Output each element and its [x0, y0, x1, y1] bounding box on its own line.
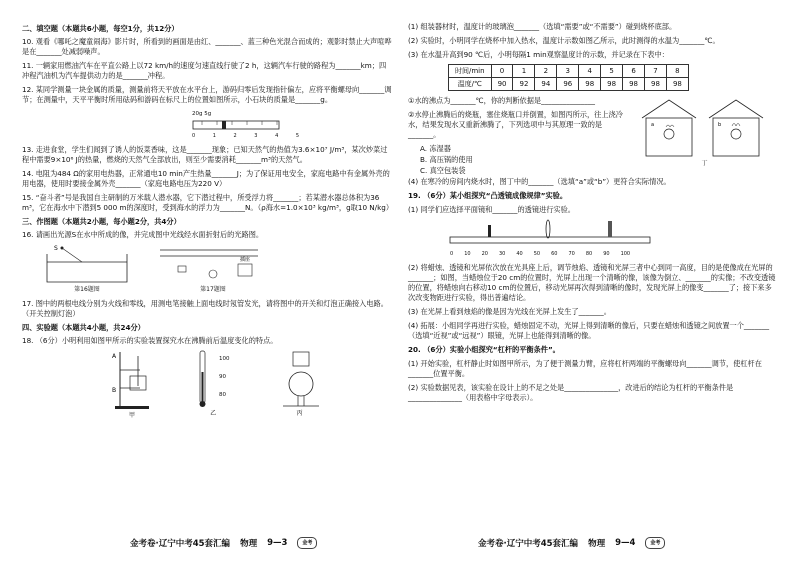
table-head-temp: 温度/℃ — [449, 78, 492, 91]
label-bing: 丙 — [296, 410, 303, 417]
table-cell: 0 — [491, 65, 513, 78]
footer-page-number: 9—3 — [267, 538, 288, 548]
question-19-3: (3) 在光屏上看到烛焰的像是因为光线在光屏上发生了_______。 — [408, 307, 611, 316]
label-house-a: a — [651, 122, 655, 128]
question-10: 10. 观看《哪吒之魔童闹海》影片时，所看到的画面是由红、_______、蓝三种色光混合而成的；观影时禁止大声喧哗是在_______处减弱噪声。 — [22, 37, 392, 56]
tick-90: 90 — [219, 374, 226, 380]
table-cell: 6 — [623, 65, 645, 78]
optical-bench-diagram — [448, 219, 658, 249]
question-13: 13. 走进食堂，学生们闻到了诱人的饭菜香味，这是_______现象；已知天然气的热值为3.6×10⁷ J/m³，某次炒菜过程中需要9×10⁶ J的热量，燃烧的天然气全部放出，则至少需要消耗_______m³的天然气。 — [22, 145, 388, 164]
scale-tick: 90 — [603, 251, 610, 257]
question-20: 20. （6分）实验小组探究“杠杆的平衡条件”。 — [408, 345, 560, 354]
table-cell: 94 — [535, 78, 557, 91]
balance-ruler — [192, 119, 282, 131]
table-head-time: 时间/min — [449, 65, 492, 78]
option-c: C. 真空包装袋 — [420, 166, 466, 175]
figure-ding — [637, 96, 772, 177]
question-11: 11. 一辆家用燃油汽车在平直公路上以72 km/h的速度匀速直线行驶了2 h，这辆汽车行驶的路程为_______km；四冲程汽油机为汽车提供动力的是_______冲程。 — [22, 61, 387, 80]
question-18-4: (4) 在寒冷的房间内烧水时，图丁中的_______（选填“a”或“b”）更符合实际情况。 — [408, 177, 671, 186]
scale-tick: 100 — [620, 251, 631, 257]
table-row — [449, 65, 689, 78]
water-tank-diagram — [42, 244, 132, 284]
figures-18 — [112, 350, 392, 421]
question-18-1: (1) 组装器材时，温度计的玻璃泡_______（选填“需要”或“不需要”）碰到烧杯底部。 — [408, 22, 677, 31]
footer-subject: 物理 — [240, 539, 258, 549]
weights-label: 20g 5g — [192, 111, 212, 117]
question-17: 17. 图中的两根电线分别为火线和零线，用测电笔接触上面电线时氖管发光，请将图中的开关和灯泡正确接入电路。（开关控制灯泡） — [22, 299, 388, 318]
table-cell: 98 — [666, 78, 688, 91]
boiling-setup — [112, 350, 152, 410]
figure-18-yi — [197, 350, 230, 421]
house-kettle-diagram — [637, 96, 772, 158]
footer-right — [478, 537, 665, 549]
ruler-scale: 0 1 2 3 4 5 — [192, 133, 308, 139]
section-drawing-title: 三、作图题（本题共2小题，每小题2分，共4分） — [22, 217, 181, 226]
bench-scale — [450, 249, 778, 259]
figure-18-jia — [112, 350, 152, 421]
figure-16-caption: 第16题图 — [74, 286, 100, 293]
table-cell: 98 — [645, 78, 667, 91]
figures-16-17 — [42, 244, 392, 295]
table-cell: 2 — [535, 65, 557, 78]
question-18-3b: ②水停止沸腾后的烧瓶，塞住烧瓶口并倒置，如图丙所示，往上浇冷水，结果发现水又重新沸腾了，下列选项中与其原理一致的是_______。 — [408, 110, 623, 139]
question-18-2: (2) 实验时，小明同学在烧杯中加入热水，温度计示数如图乙所示，此时测得的水温为_______℃。 — [408, 36, 720, 45]
scale-tick: 40 — [516, 251, 523, 257]
figure-17-caption: 第17题图 — [200, 286, 226, 293]
question-20-2: (2) 实验数据见表，该实验在设计上的不足之处是_______________，改进后的结论为杠杆的平衡条件是_______________（用表格中字母表示）。 — [408, 383, 734, 402]
table-cell: 1 — [513, 65, 535, 78]
logo-icon: 金考 — [645, 537, 665, 549]
question-14: 14. 电阻为484 Ω的家用电热器，正常通电10 min产生热量_______J；为了保证用电安全，家庭电路中有金属外壳的用电器，使用时要接金属外壳_______（家庭电路电压为220 V） — [22, 169, 390, 188]
q18-sub-block — [408, 96, 778, 177]
question-18-3a: ①水的沸点为_______℃，你的判断依据是_______________ — [408, 96, 596, 105]
question-19: 19. （6分）某小组探究“凸透镜成像规律”实验。 — [408, 191, 568, 200]
footer-subject: 物理 — [588, 539, 606, 549]
footer-page-number: 9—4 — [615, 538, 636, 548]
table-cell: 98 — [601, 78, 623, 91]
question-19-2: (2) 将蜡烛、透镜和光屏依次放在光具座上后，调节烛焰、透镜和光屏三者中心到同一高度，目的是使像成在光屏的_______；如图，当蜡烛位于20 cm的位置时，光屏上出现一个清晰的像，该像为倒立、_______的实像；不改变透镜的位置，将蜡烛向右移动10 cm的位置后，移动光屏再次得到清晰的像时，发现光屏上的像变_______了；接下来多次改变物距进行实验，得出普遍结论。 — [408, 263, 776, 302]
table-cell: 8 — [666, 65, 688, 78]
scale-tick: 50 — [533, 251, 541, 257]
label-yi: 乙 — [210, 410, 217, 417]
figure-16 — [42, 244, 132, 295]
left-page — [22, 22, 392, 542]
light-source-label: S — [54, 245, 58, 252]
footer-title: 金考卷·辽宁中考45套汇编 — [130, 539, 231, 549]
tick-80: 80 — [219, 392, 226, 398]
table-cell: 92 — [513, 78, 535, 91]
question-12: 12. 某同学测量一块金属的质量，测量前将天平放在水平台上，游码归零后发现指针偏左，应将平衡螺母向_______调节；在测量中，天平平衡时所用砝码和游码在标尺上的位置如图所示，小石块的质量是_______g。 — [22, 85, 392, 104]
question-18: 18. （6分）小明利用如图甲所示的实验装置探究水在沸腾前后温度变化的特点。 — [22, 336, 278, 345]
label-ding: 丁 — [701, 160, 708, 167]
scale-tick: 70 — [568, 251, 575, 257]
figure-18-bing — [275, 350, 325, 421]
socket-label: 插座 — [240, 257, 251, 263]
scale-tick: 0 — [450, 251, 454, 257]
scale-tick: 10 — [464, 251, 471, 257]
label-a: A — [112, 353, 117, 360]
question-15: 15. “奋斗者”号是我国自主研制的万米载人潜水器，它下潜过程中，所受浮力将_______；若某潜水器总体积为36 m³，它在海水中下潜到5 000 m的深度时，受到海水的浮力为_______N。（ρ海水=1.0×10³ kg/m³，g取10 N/kg） — [22, 193, 394, 212]
table-cell: 5 — [601, 65, 623, 78]
section-fill-blank-title: 二、填空题（本题共6小题，每空1分，共12分） — [22, 24, 179, 33]
table-cell: 98 — [623, 78, 645, 91]
tick-100: 100 — [219, 356, 230, 362]
scale-tick: 20 — [481, 251, 488, 257]
table-cell: 3 — [557, 65, 579, 78]
option-a: A. 冻湿器 — [420, 144, 451, 153]
optical-bench — [448, 219, 778, 259]
thermometer — [197, 350, 207, 408]
right-page — [408, 22, 778, 542]
table-cell: 4 — [579, 65, 601, 78]
question-20-1: (1) 开始实验，杠杆静止时如图甲所示，为了便于测量力臂，应将杠杆两端的平衡螺母向_______调节，使杠杆在_______位置平衡。 — [408, 359, 762, 378]
logo-icon: 金考 — [297, 537, 317, 549]
circuit-diagram — [158, 244, 268, 284]
figure-17 — [158, 244, 268, 295]
scale-tick: 80 — [585, 251, 593, 257]
footer-left — [130, 537, 317, 549]
table-row — [449, 78, 689, 91]
table-cell: 7 — [645, 65, 667, 78]
balance-ruler-figure — [192, 109, 392, 141]
table-cell: 98 — [579, 78, 601, 91]
question-19-4: (4) 拓展：小组同学再进行实验，蜡烛固定不动，光屏上得到清晰的像后，只要在蜡烛和透镜之间放置一个_______（选填“近视”或“远视”）眼镜，光屏上也能得到清晰的像。 — [408, 321, 770, 340]
temperature-table — [448, 64, 689, 91]
footer-title: 金考卷·辽宁中考45套汇编 — [478, 539, 579, 549]
question-16: 16. 请画出光源S在水中所成的像，并完成图中光线经水面折射后的光路图。 — [22, 230, 264, 239]
question-19-1: (1) 同学们应选择平面镜和_______的透镜进行实验。 — [408, 205, 575, 214]
inverted-flask — [275, 350, 325, 408]
label-b: B — [112, 387, 117, 394]
label-house-b: b — [718, 122, 722, 128]
scale-tick: 60 — [551, 251, 558, 257]
question-18-3: (3) 在水温升高到90 ℃后，小明每隔1 min观察温度计的示数，并记录在下表中： — [408, 50, 669, 59]
table-cell: 90 — [491, 78, 513, 91]
option-b: B. 高压锅的使用 — [420, 155, 473, 164]
section-experiment-title: 四、实验题（本题共4小题，共24分） — [22, 323, 145, 332]
label-jia: 甲 — [128, 412, 135, 419]
scale-tick: 30 — [498, 251, 506, 257]
table-cell: 96 — [557, 78, 579, 91]
